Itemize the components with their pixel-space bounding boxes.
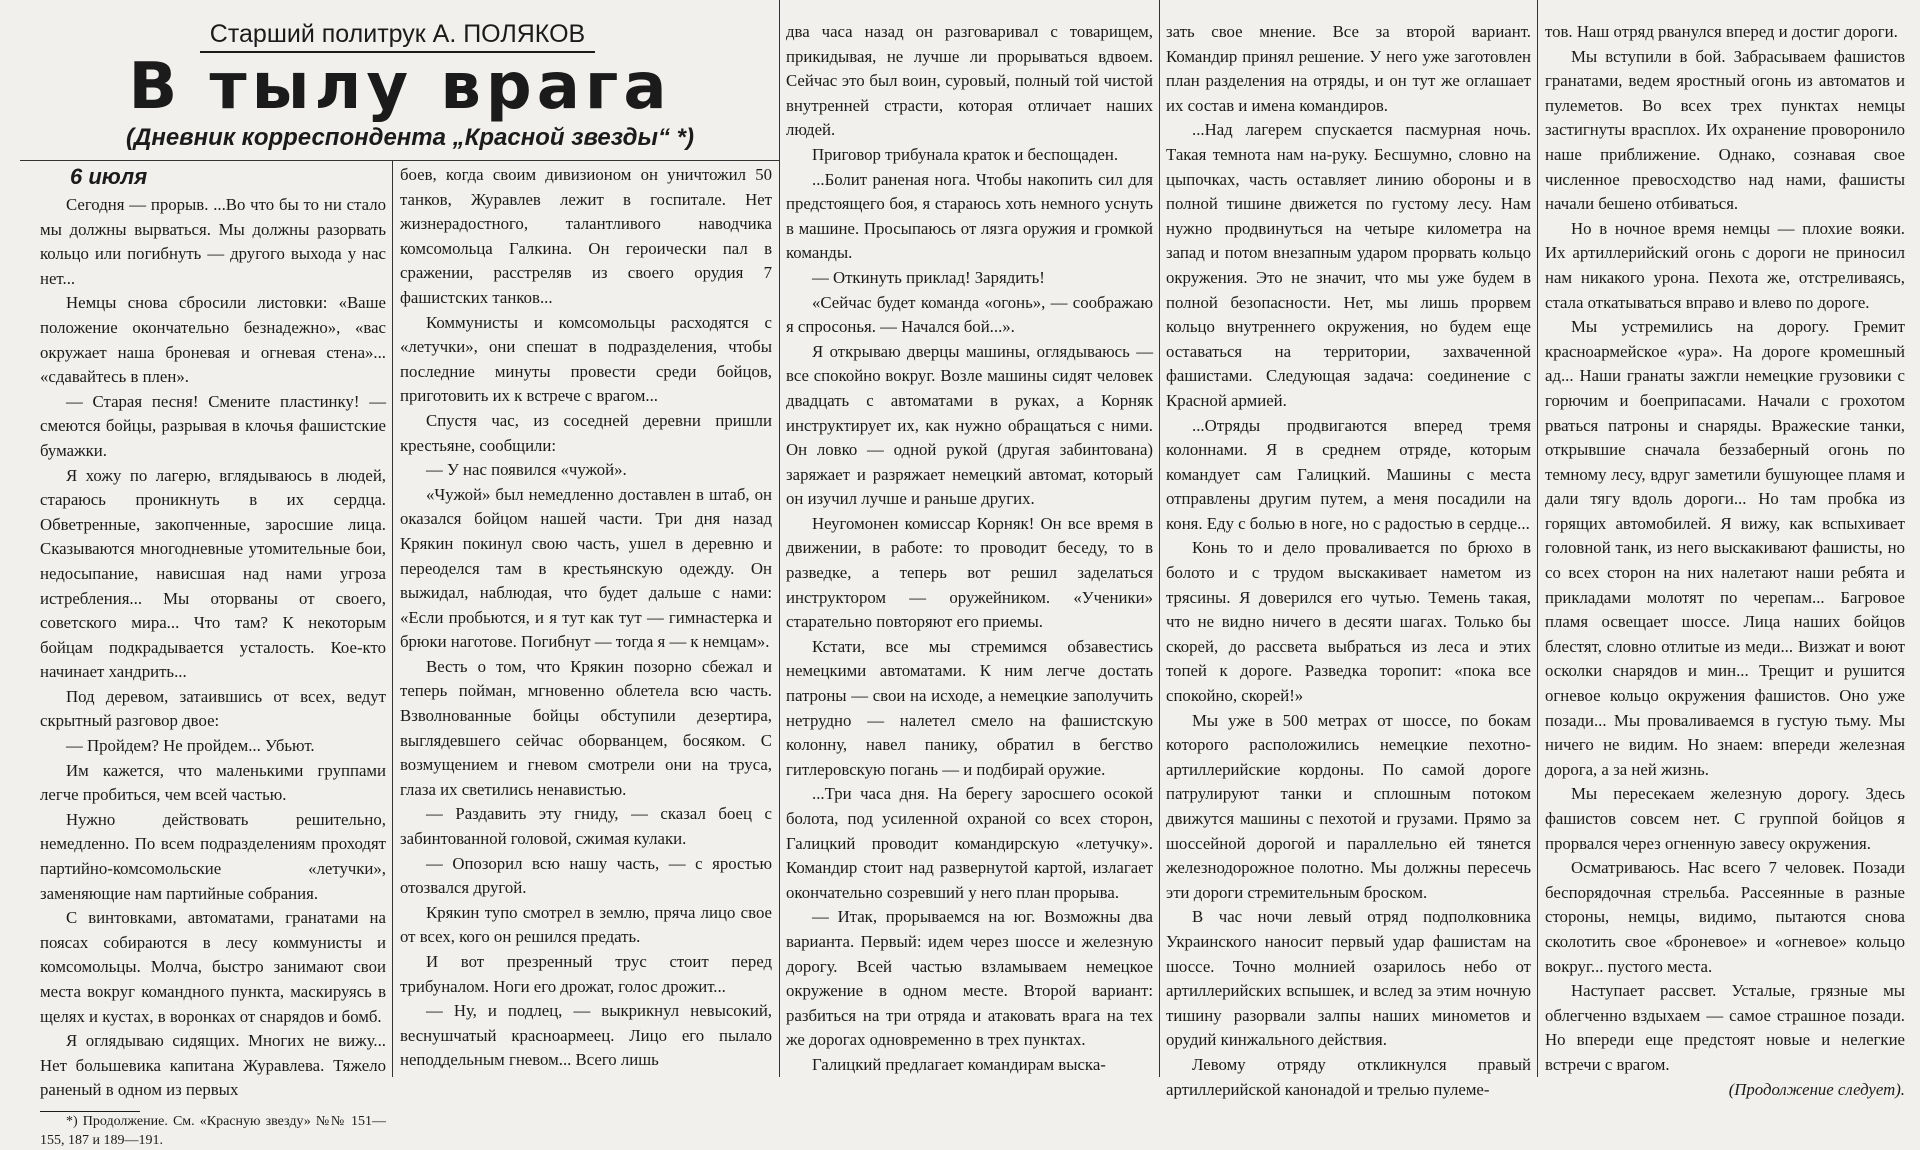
footnote: *) Продолжение. См. «Красную звезду» №№ 151—155, 187 и 189—191. [40,1113,386,1148]
article-paragraph: Галицкий предлагает командирам выска- [812,1054,1106,1074]
article-paragraph: — Пройдем? Не пройдем... Убьют. [66,736,315,756]
headline: В тылу врага [128,50,672,124]
header-rule [20,160,779,161]
article-paragraph: ...Три часа дня. На берегу заросшего осокой болота, под усиленной охраной со всех сторон, Галицкий проводит командирскую «летучку». Командир стоит над развернутой картой, излагает окончательно созревший у него план прорыва. [786,784,1153,902]
article-paragraph: Крякин тупо смотрел в землю, пряча лицо свое от всех, кого он решился предать. [400,902,772,947]
article-paragraph: Конь то и дело проваливается по брюхо в болото и с трудом выскакивает наметом из трясины. Я доверился его чутью. Темень такая, что не видно ничего в десяти шагах. Только бы скорей, до рассвета выбраться из леса и этих топей к дороге. Разведка торопит: «пока все спокойно, скорей!» [1166,538,1531,706]
dateline: 6 июля [70,164,148,189]
article-paragraph: «Чужой» был немедленно доставлен в штаб, он оказался бойцом нашей части. Три дня назад Крякин покинул свою часть, ушел в деревню и переоделся там в крестьянскую одежду. Он выжидал, наблюдая, что будет дальше с нами: «Если пробьются, и я тут как тут — гимнастерка и брюки наготове. Погибнут — тогда я — к немцам». [400,484,772,652]
article-paragraph: Неугомонен комиссар Корняк! Он все время в движении, в работе: то проводит беседу, то в разведке, а теперь вот решил заделаться инструктором — оружейником. «Ученики» старательно повторяют его приемы. [786,513,1153,632]
article-paragraph: Им кажется, что маленькими группами легче пробиться, чем всей частью. [40,760,386,805]
article-paragraph: — Итак, прорываемся на юг. Возможны два варианта. Первый: идем через шоссе и железную дорогу. Всей частью взламываем немецкое окружение в одном месте. Второй вариант: разбиться на три отряда и атаковать врага на тех же дорогах одновременно в трех пунктах. [786,907,1153,1050]
article-paragraph: Приговор трибунала краток и беспощаден. [812,144,1119,164]
article-paragraph: два часа назад он разговаривал с товарищем, прикидывая, не лучше ли прорываться вдвоем. Сейчас это был воин, суровый, полный той чистой внутренней страсти, которая отличает наших людей. [786,22,1153,140]
article-paragraph: Левому отряду откликнулся правый артиллерийской канонадой и трелью пулеме- [1166,1054,1531,1099]
article-paragraph: Но в ночное время немцы — плохие вояки. Их артиллерийский огонь с дороги не приносил нам никакого урона. Пехота же, отстреливаясь, стала откатываться вправо и влево по дороге. [1545,218,1905,312]
article-paragraph: Весть о том, что Крякин позорно сбежал и теперь пойман, мгновенно облетела всю часть. Взволнованные бойцы обступили дезертира, выглядевшего сейчас оборванцем, босяком. С возмущением и гневом смотрели они на труса, глаза их светились ненавистью. [400,656,772,799]
column-rule [1537,0,1538,1077]
article-paragraph: «Сейчас будет команда «огонь», — соображаю я спросонья. — Начался бой...». [786,292,1153,337]
subheadline: (Дневник корреспондента „Красной звезды“ *) [126,124,694,151]
column-rule [779,0,780,1077]
article-column-4 [1166,20,1531,1099]
column-rule [392,160,393,1077]
byline: Старший политрук А. ПОЛЯКОВ [200,20,595,53]
article-paragraph: Мы уже в 500 метрах от шоссе, по бокам которого расположились немецкие пехотно-артиллерийские кордоны. По самой дороге патрулируют танки и сплошным потоком движутся машины с пехотой и грузами. Прямо за шоссейной дорогой и параллельно ей тянется железнодорожное полотно. Мы должны пересечь эти дороги стремительным броском. [1166,710,1531,902]
article-paragraph: Осматриваюсь. Нас всего 7 человек. Позади беспорядочная стрельба. Рассеянные в разные стороны, немцы, видимо, пытаются снова сколотить свое «броневое» и «огневое» кольцо вокруг... пустого места. [1545,858,1905,976]
article-paragraph: ...Болит раненая нога. Чтобы накопить сил для предстоящего боя, я стараюсь хоть немного уснуть в машине. Просыпаюсь от лязга оружия и громкой команды. [786,169,1153,263]
article-paragraph: Мы устремились на дорогу. Гремит красноармейское «ура». На дороге кромешный ад... Наши гранаты зажгли немецкие грузовики с горючим и боеприпасами. Начали с грохотом рваться патроны и снаряды. Вражеские танки, открывшие сначала беззаберный огонь по темному лесу, вдруг заметили бушующее пламя и дали тягу вдоль дороги... Но там пробка из горящих автомобилей. Я вижу, как вспыхивает головной танк, из него выскакивают фашисты, но со всех сторон на них налетают наши ребята и прикладами молотят по черепам... Багровое пламя освещает шоссе. Лица наших бойцов блестят, словно отлитые из меди... Визжат и воют осколки снарядов и мин... Трещит и рушится огневое кольцо окружения фашистов. Оно уже позади... Мы проваливаемся в густую тьму. Мы ничего не видим. Но знаем: впереди железная дорога, а за ней жизнь. [1545,317,1905,779]
article-paragraph: Нужно действовать решительно, немедленно. По всем подразделениям проходят партийно-комсомольские «летучки», заменяющие нам партийные собрания. [40,809,386,903]
article-paragraph: Кстати, все мы стремимся обзавестись немецкими автоматами. К ним легче достать патроны — свои на исходе, а немецкие заполучить нетрудно — налетел смело на фашистскую колонну, навел панику, обратил в бегство гитлеровскую погань — и подбирай оружие. [786,636,1153,779]
article-paragraph: Я оглядываю сидящих. Многих не вижу... Нет большевика капитана Журавлева. Тяжело раненый в одном из первых [40,1031,386,1100]
article-paragraph: Сегодня — прорыв. ...Во что бы то ни стало мы должны вырваться. Мы должны разорвать кольцо или погибнуть — другого выхода у нас нет... [40,195,386,288]
article-paragraph: Спустя час, из соседней деревни пришли крестьяне, сообщили: [400,410,772,455]
article-paragraph: Под деревом, затаившись от всех, ведут скрытный разговор двое: [40,686,386,731]
article-paragraph: Я хожу по лагерю, вглядываюсь в людей, стараюсь проникнуть в их сердца. Обветренные, закопченные, заросшие лица. Сказываются многодневные утомительные бои, недосыпание, нависшая над нами угроза истребления... Мы оторваны от своего, советского мира... Что там? К некоторым бойцам подкрадывается усталость. Кое-кто начинает хандрить... [40,465,386,682]
article-paragraph: ...Отряды продвигаются вперед тремя колоннами. Я в среднем отряде, которым командует сам Галицкий. Машины с места отправлены другим путем, а меня посадили на коня. Еду с болью в ноге, но с радостью в сердце... [1166,415,1531,533]
article-paragraph: — Старая песня! Смените пластинку! — смеются бойцы, разрывая в клочья фашистские бумажки. [40,391,386,460]
article-paragraph: Я открываю дверцы машины, оглядываюсь — все спокойно вокруг. Возле машины сидят человек двадцать с автоматами в руках, а Корняк инструктирует их, как нужно обращаться с ними. Он ловко — одной рукой (другая забинтована) заряжает и разряжает немецкий автомат, который он изучил лучше и раньше других. [786,341,1153,509]
article-paragraph: Наступает рассвет. Усталые, грязные мы облегченно вздыхаем — самое страшное позади. Но впереди еще предстоят новые и нелегкие встречи с врагом. [1545,981,1905,1074]
column-rule [1159,0,1160,1077]
article-column-2 [400,163,772,1073]
article-paragraph: С винтовками, автоматами, гранатами на поясах собираются в лесу коммунисты и комсомольцы. Молча, быстро занимают свои места вокруг командного пункта, маскируясь в щелях и кустах, в воронках от снарядов и бомб. [40,908,386,1026]
article-column-3 [786,20,1153,1073]
article-column-5 [1545,20,1905,1099]
article-paragraph: — У нас появился «чужой». [426,460,627,480]
article-paragraph: — Опозорил всю нашу часть, — с яростью отозвался другой. [400,853,772,898]
article-paragraph: Мы вступили в бой. Забрасываем фашистов гранатами, ведем яростный огонь из автоматов и пулеметов. Во всех трех пунктах немцы застигнуты врасплох. Их охранение проворонило наше приближение. Однако, сознавая свое численное превосходство над нами, фашисты начали бешено отбиваться. [1545,46,1905,214]
article-paragraph: — Откинуть приклад! Зарядить! [812,267,1045,287]
article-paragraph: тов. Наш отряд рванулся вперед и достиг дороги. [1545,22,1898,41]
article-paragraph: — Ну, и подлец, — выкрикнул невысокий, веснушчатый красноармеец. Лицо его пылало неподдельным гневом... Всего лишь [400,1001,772,1070]
article-paragraph: Мы пересекаем железную дорогу. Здесь фашистов совсем нет. С группой бойцов я прорвался через огненную завесу окружения. [1545,784,1905,853]
article-paragraph: И вот презренный трус стоит перед трибуналом. Ноги его дрожат, голос дрожит... [400,952,772,996]
article-paragraph: боев, когда своим дивизионом он уничтожил 50 танков, Журавлев лежит в госпитале. Нет жизнерадостного, талантливого наводчика комсомольца Галкина. Он героически пал в сражении, расстреляв из своего орудия 7 фашистских танков... [400,165,772,307]
article-paragraph: В час ночи левый отряд подполковника Украинского наносит первый удар фашистам на шоссе. Точно молнией озарилось небо от артиллерийских вспышек, и вслед за этим ночную тишину разорвали залпы наших минометов и орудий кинжального действия. [1166,907,1531,1050]
article-paragraph: зать свое мнение. Все за второй вариант. Командир принял решение. У него уже заготовлен план разделения на отряды, и он тут же оглашает их состав и имена командиров. [1166,22,1531,115]
article-paragraph: ...Над лагерем спускается пасмурная ночь. Такая темнота нам на-руку. Бесшумно, словно на цыпочках, часть оставляет линию обороны и в полной тишине движется по густому лесу. Нам нужно продвинуться на четыре километра на запад и потом внезапным ударом прорвать кольцо окружения. Это не значит, что мы уже будем в полной безопасности. Нет, мы лишь прорвем кольцо внутреннего окружения, но будем еще оставаться на территории, захваченной фашистами. Следующая задача: соединение с Красной армией. [1166,120,1531,410]
article-paragraph: Немцы снова сбросили листовки: «Ваше положение окончательно безнадежно», «вас окружает наша броневая и огневая стена»... «сдавайтесь в плен». [40,293,386,387]
article-paragraph: — Раздавить эту гниду, — сказал боец с забинтованной головой, сжимая кулаки. [400,804,772,849]
article-column-1 [40,163,386,1148]
continued-note: (Продолжение следует). [1728,1079,1905,1099]
article-paragraph: Коммунисты и комсомольцы расходятся с «летучки», они спешат в подразделения, чтобы последние минуты провести среди бойцов, приготовить их к встрече с врагом... [400,312,772,406]
